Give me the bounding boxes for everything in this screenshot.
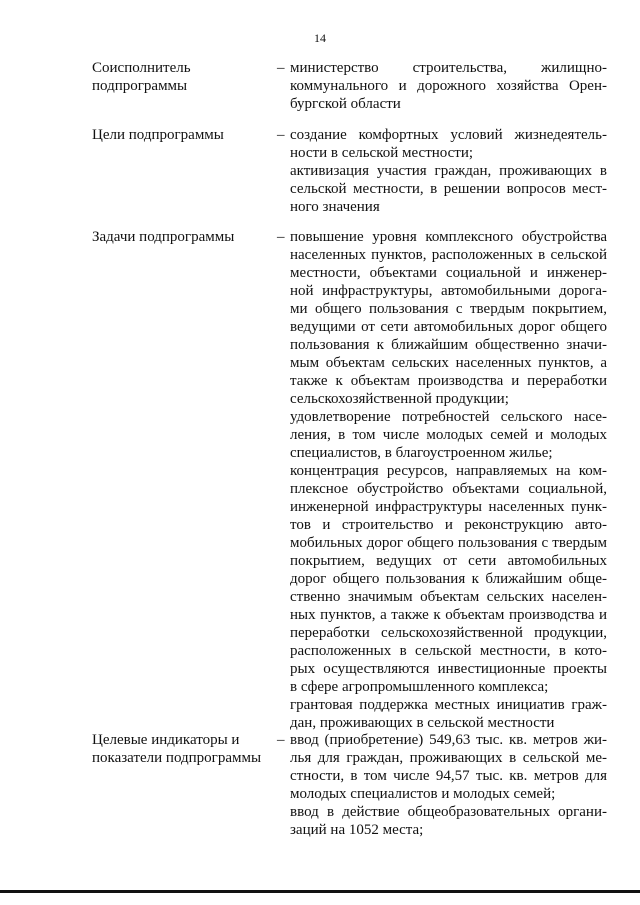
value-line: ных пунктов, а также к объектам производства и	[290, 607, 607, 623]
row-value	[290, 59, 607, 113]
value-line: ственно значимым объектам сельских населен-	[290, 589, 607, 605]
row-dash: –	[277, 732, 285, 748]
value-line: пользования к ближайшим общественно значи-	[290, 337, 607, 353]
row-value	[290, 731, 607, 839]
label-line: Цели подпрограммы	[92, 127, 224, 143]
value-line: ного значения	[290, 199, 380, 215]
value-line: ведущими от сети автомобильных дорог общего	[290, 319, 607, 335]
value-line: сельскохозяйственной продукции;	[290, 391, 509, 407]
label-line: показатели подпрограммы	[92, 750, 262, 766]
row-dash: –	[277, 127, 285, 143]
value-line: населенных пунктов, расположенных в сельской	[290, 247, 607, 263]
value-line: министерство строительства, жилищно-	[290, 60, 607, 76]
value-line: дорог общего пользования к ближайшим обще-	[290, 571, 607, 587]
label-line: Целевые индикаторы и	[92, 732, 240, 748]
value-line: стности, в том числе 94,57 тыс. кв. метров для	[290, 768, 607, 784]
value-line: мым объектам сельских населенных пунктов, а	[290, 355, 607, 371]
value-line: заций на 1052 места;	[290, 822, 424, 838]
row-dash: –	[277, 229, 285, 245]
value-line: ной инфраструктуры, автомобильными дорога-	[290, 283, 607, 299]
value-line: рых осуществляются инвестиционные проекты	[290, 661, 607, 677]
value-line: также к объектам производства и переработки	[290, 373, 607, 389]
value-line: ности в сельской местности;	[290, 145, 474, 161]
value-line: молодых специалистов и молодых семей;	[290, 786, 556, 802]
value-line: расположенных в сельской местности, в кото-	[290, 643, 607, 659]
row-label	[92, 126, 272, 144]
row-value	[290, 126, 607, 216]
value-line: переработки сельскохозяйственной продукции,	[290, 625, 607, 641]
value-line: ми общего пользования с твердым покрытием,	[290, 301, 607, 317]
value-line: плексное обустройство объектами социальной,	[290, 481, 607, 497]
value-line: покрытием, ведущих от сети автомобильных	[290, 553, 607, 569]
row-label	[92, 228, 272, 246]
row-label	[92, 59, 272, 95]
value-line: грантовая поддержка местных инициатив граж-	[290, 697, 607, 713]
value-line: создание комфортных условий жизнедеятель-	[290, 127, 607, 143]
row-label	[92, 731, 272, 767]
value-line: сельской местности, в решении вопросов мест-	[290, 181, 607, 197]
value-line: местности, объектами социальной и инженер-	[290, 265, 607, 281]
value-line: ввод (приобретение) 549,63 тыс. кв. метров жи-	[290, 732, 607, 748]
label-line: Соисполнитель	[92, 60, 191, 76]
value-line: бургской области	[290, 96, 401, 112]
value-line: коммунального и дорожного хозяйства Орен-	[290, 78, 607, 94]
value-line: концентрация ресурсов, направляемых на ком-	[290, 463, 607, 479]
value-line: специалистов, в благоустроенном жилье;	[290, 445, 553, 461]
label-line: подпрограммы	[92, 78, 188, 94]
row-dash: –	[277, 60, 285, 76]
value-line: тов и строительство и реконструкцию авто-	[290, 517, 607, 533]
row-value	[290, 228, 607, 732]
label-line: Задачи подпрограммы	[92, 229, 235, 245]
value-line: дан, проживающих в сельской местности	[290, 715, 555, 731]
value-line: активизация участия граждан, проживающих в	[290, 163, 607, 179]
value-line: ления, в том числе молодых семей и молодых	[290, 427, 607, 443]
value-line: удовлетворение потребностей сельского насе-	[290, 409, 607, 425]
value-line: лья для граждан, проживающих в сельской ме-	[290, 750, 607, 766]
value-line: мобильных дорог общего пользования с твердым	[290, 535, 607, 551]
page-number: 14	[314, 31, 326, 45]
page-bottom-rule	[0, 890, 640, 893]
value-line: ввод в действие общеобразовательных органи-	[290, 804, 607, 820]
value-line: повышение уровня комплексного обустройства	[290, 229, 607, 245]
value-line: инженерной инфраструктуры населенных пунк-	[290, 499, 607, 515]
value-line: в сфере агропромышленного комплекса;	[290, 679, 549, 695]
